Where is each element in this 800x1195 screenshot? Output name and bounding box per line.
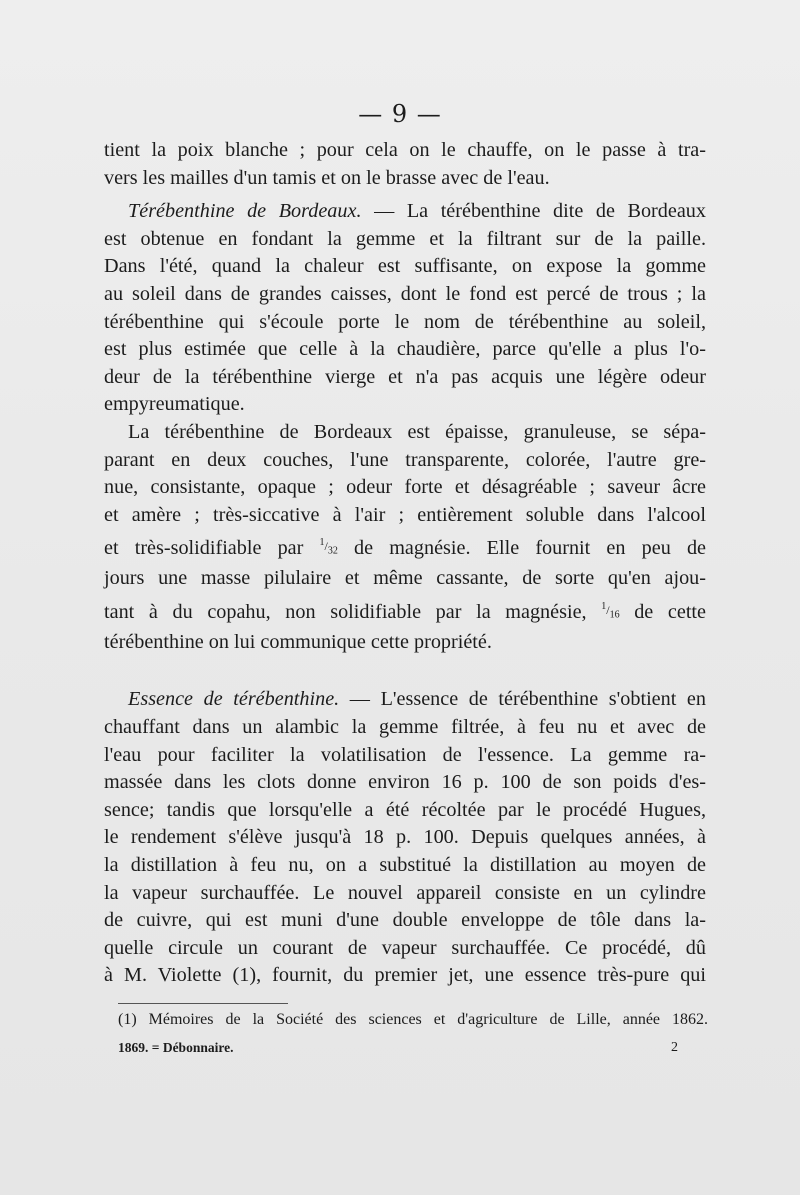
text-line: nue, consistante, opaque ; odeur forte et désagréable ; saveur âcre (104, 476, 706, 499)
paragraph-2 (104, 198, 706, 419)
fraction-numerator: 1 (319, 537, 325, 549)
text-line: parant en deux couches, l'une transparente, colorée, l'autre gre- (104, 448, 706, 471)
fraction: $^1/_{32}$ (319, 537, 338, 557)
section-title: Essence de térébenthine. (128, 688, 340, 711)
paragraph-4 (104, 686, 706, 990)
text-line: chauffant dans un alambic la gemme filtrée, à feu nu et avec de (104, 716, 706, 739)
section-title: Térébenthine de Bordeaux. (128, 200, 362, 223)
text-line (104, 529, 706, 565)
body-text (104, 137, 706, 990)
page-number: — 9 — (358, 100, 442, 128)
text-line (104, 593, 706, 629)
text-run: et très-solidifiable par (104, 537, 320, 560)
text-run: de magnésie. Elle fournit en peu de (337, 537, 706, 560)
text-line: la distillation à feu nu, on a substitué la distillation au moyen de (104, 854, 706, 877)
text-line: de cuivre, qui est muni d'une double enveloppe de tôle dans la- (104, 909, 706, 932)
fraction: $^1/_{16}$ (601, 600, 620, 621)
fraction-numerator: 1 (601, 600, 607, 612)
printer-signature (118, 1040, 678, 1056)
text-line: quelle circule un courant de vapeur surchauffée. Ce procédé, dû (104, 936, 706, 959)
text-run: — La térébenthine dite de Bordeaux (361, 200, 706, 223)
text-line: empyreumatique. (104, 393, 245, 416)
text-line: sence; tandis que lorsqu'elle a été récoltée par le procédé Hugues, (104, 798, 706, 821)
text-line: est obtenue en fondant la gemme et la filtrant sur de la paille. (104, 227, 706, 250)
text-line: jours une masse pilulaire et même cassante, de sorte qu'en ajou- (104, 567, 706, 590)
footnote: (1) Mémoires de la Société des sciences et d'agriculture de Lille, année 1862. (118, 1011, 708, 1028)
text-run: tant à du copahu, non solidifiable par la magnésie, (104, 600, 602, 623)
text-line: est plus estimée que celle à la chaudière, parce qu'elle a plus l'o- (104, 338, 706, 361)
text-line: Dans l'été, quand la chaleur est suffisante, on expose la gomme (104, 255, 706, 278)
text-line: la vapeur surchauffée. Le nouvel appareil consiste en un cylindre (104, 881, 706, 904)
fraction-denominator: 16 (609, 609, 620, 621)
text-line: térébenthine on lui communique cette propriété. (104, 630, 492, 653)
text-line: et amère ; très-siccative à l'air ; entièrement soluble dans l'alcool (104, 503, 706, 526)
text-line: à M. Violette (1), fournit, du premier jet, une essence très-pure qui (104, 964, 706, 987)
text-line: térébenthine qui s'écoule porte le nom de térébenthine au soleil, (104, 310, 706, 333)
text-line: le rendement s'élève jusqu'à 18 p. 100. Depuis quelques années, à (104, 826, 706, 849)
text-line: massée dans les clots donne environ 16 p. 100 de son poids d'es- (104, 771, 706, 794)
paragraph-3 (104, 419, 706, 657)
fraction-denominator: 32 (327, 545, 338, 557)
text-line: vers les mailles d'un tamis et on le brasse avec de l'eau. (104, 166, 550, 189)
paragraph-1 (104, 137, 706, 192)
sheet-number: 2 (671, 1040, 678, 1055)
text-run: — L'essence de térébenthine s'obtient en (339, 688, 706, 711)
text-line: La térébenthine de Bordeaux est épaisse, granuleuse, se sépa- (128, 420, 706, 443)
text-line: l'eau pour faciliter la volatilisation de l'essence. La gemme ra- (104, 743, 706, 766)
text-line: tient la poix blanche ; pour cela on le chauffe, on le passe à tra- (104, 139, 706, 161)
text-run: de cette (619, 600, 707, 623)
text-line: deur de la térébenthine vierge et n'a pas acquis une légère odeur (104, 365, 706, 388)
text-line: au soleil dans de grandes caisses, dont le fond est percé de trous ; la (104, 282, 706, 305)
text-line (104, 198, 706, 226)
text-line (104, 686, 706, 714)
signature-mark: 1869. = Débonnaire. (118, 1040, 234, 1055)
footnote-divider (118, 1003, 288, 1004)
